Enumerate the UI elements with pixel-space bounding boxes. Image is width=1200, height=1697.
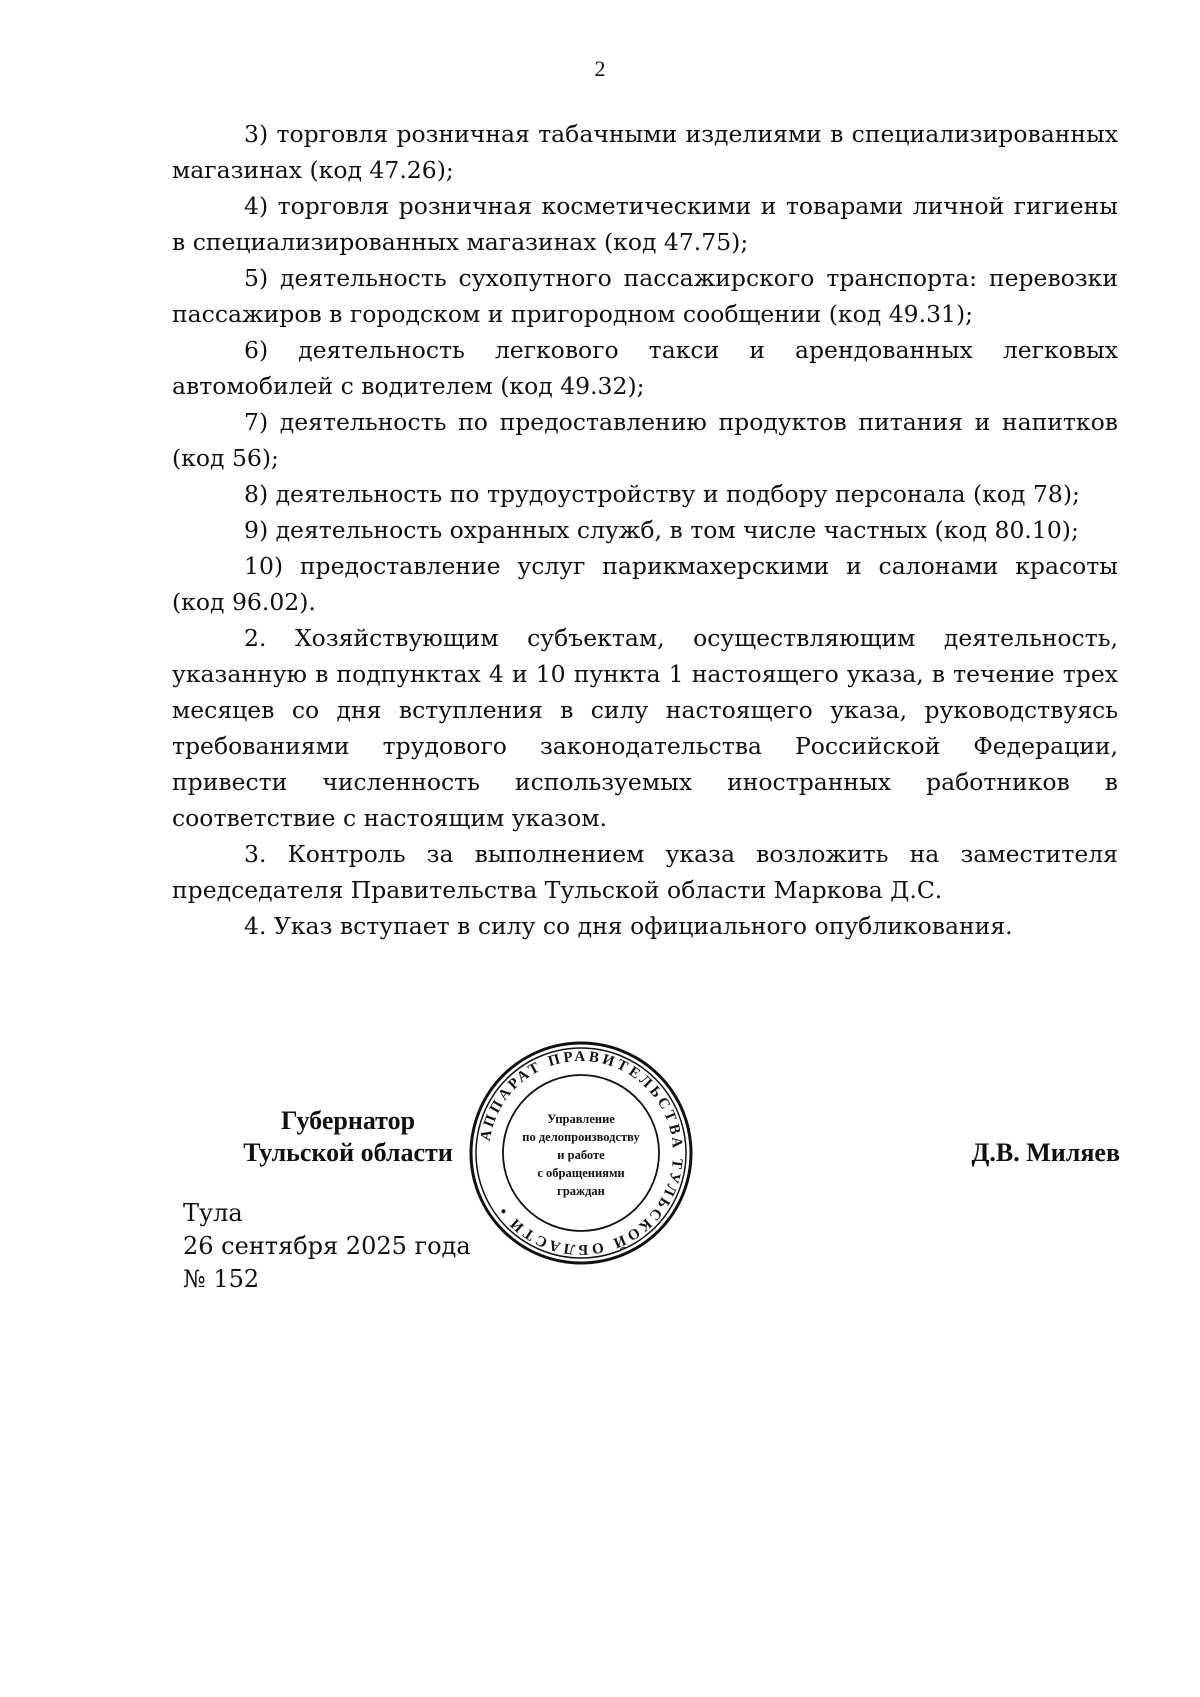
seal-inner-line: граждан [557, 1184, 605, 1198]
paragraph-item-5: 5) деятельность сухопутного пассажирского транспорта: перевозки пассажиров в городском и пригородном сообщении (код 49.31); [172, 264, 1118, 328]
paragraph-item-6: 6) деятельность легкового такси и арендованных легковых автомобилей с водителем (код 49.32); [172, 336, 1118, 400]
seal-inner-line: Управление [547, 1112, 615, 1126]
seal-inner-line: по делопроизводству [522, 1130, 640, 1144]
place-city: Тула [183, 1199, 243, 1227]
page-number: 2 [594, 56, 606, 81]
paragraph-item-4: 4) торговля розничная косметическими и товарами личной гигиены в специализированных магазинах (код 47.75); [172, 192, 1118, 256]
paragraph-item-7: 7) деятельность по предоставлению продуктов питания и напитков (код 56); [172, 408, 1118, 472]
official-seal-stamp [466, 1038, 696, 1268]
signatory-name: Д.В. Миляев [971, 1138, 1120, 1167]
document-number: № 152 [183, 1265, 260, 1293]
document-body [172, 116, 1118, 944]
paragraph-clause-4: 4. Указ вступает в силу со дня официального опубликования. [244, 912, 1013, 940]
paragraph-item-8: 8) деятельность по трудоустройству и подбору персонала (код 78); [244, 480, 1080, 508]
seal-inner-line: с обращениями [537, 1166, 625, 1180]
signatory-title-line2: Тульской области [243, 1138, 453, 1167]
paragraph-clause-2: 2. Хозяйствующим субъектам, осуществляющим деятельность, указанную в подпунктах 4 и 10 пункта 1 настоящего указа, в течение трех месяцев со дня вступления в силу настоящего указа, руководствуясь требованиями трудового законодательства Российской Федерации, привести численность используемых иностранных работников в соответствие с настоящим указом. [172, 624, 1118, 832]
paragraph-clause-3: 3. Контроль за выполнением указа возложить на заместителя председателя Правительства Тульской области Маркова Д.С. [172, 840, 1118, 904]
document-date: 26 сентября 2025 года [183, 1232, 471, 1260]
signatory-title-line1: Губернатор [280, 1106, 416, 1135]
seal-inner-line: и работе [557, 1148, 605, 1162]
seal-ring-text: АППАРАТ ПРАВИТЕЛЬСТВА ТУЛЬСКОЙ ОБЛАСТИ • [477, 1048, 686, 1258]
paragraph-item-9: 9) деятельность охранных служб, в том числе частных (код 80.10); [244, 516, 1079, 544]
place-date-block [183, 1197, 471, 1296]
paragraph-item-10: 10) предоставление услуг парикмахерскими и салонами красоты (код 96.02). [172, 552, 1118, 616]
paragraph-item-3: 3) торговля розничная табачными изделиями в специализированных магазинах (код 47.26); [172, 120, 1118, 184]
